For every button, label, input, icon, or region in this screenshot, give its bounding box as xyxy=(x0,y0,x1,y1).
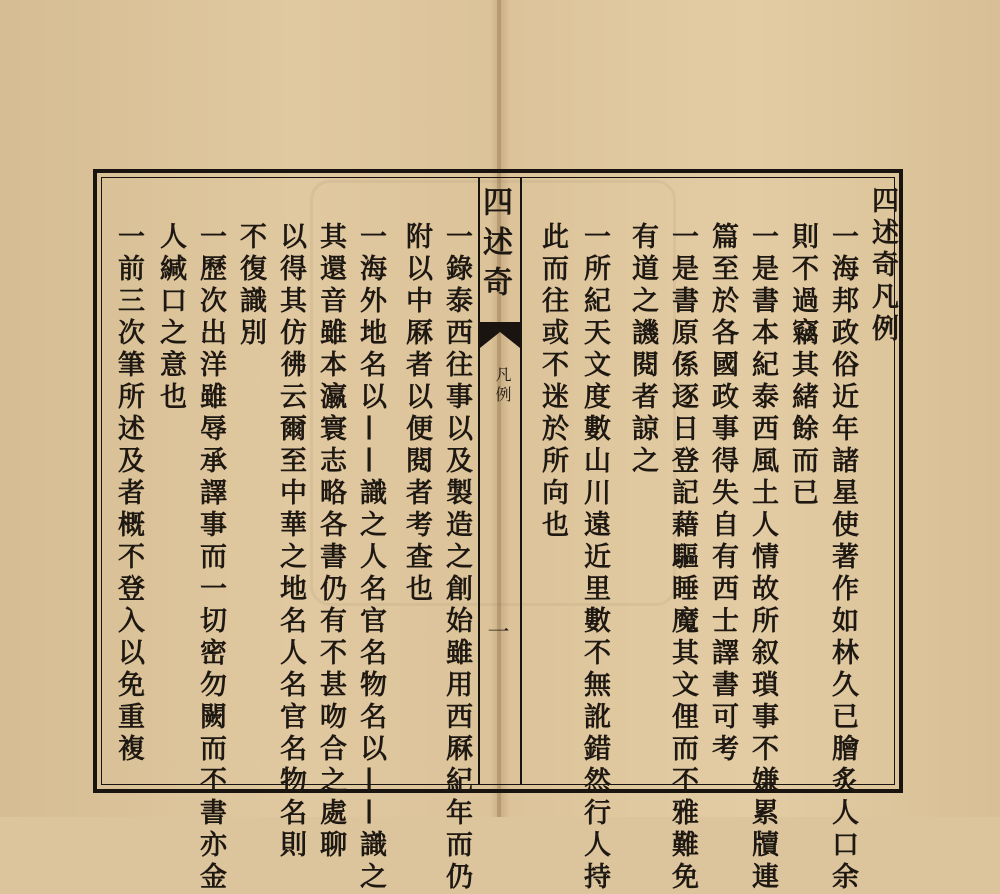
text-column: 以得其仿彿云爾至中華之地名人名官名物名則 xyxy=(275,222,306,862)
book-title: 四述奇 xyxy=(477,186,512,306)
heading-column: 四述奇凡例 xyxy=(867,186,898,346)
text-column: 一海邦政俗近年諸星使著作如林久已膾炙人口余 xyxy=(827,222,858,894)
section-label: 凡例 xyxy=(493,366,512,406)
fishtail-mark xyxy=(480,322,520,348)
text-column: 一所紀天文度數山川遠近里數不無訛錯然行人持 xyxy=(579,222,610,894)
text-column: 一是書本紀泰西風土人情故所叙瑣事不嫌累牘連 xyxy=(747,222,778,894)
text-column: 則不過竊其緒餘而已 xyxy=(787,222,818,510)
text-column: 不復識別 xyxy=(235,222,266,350)
center-column-right-rule xyxy=(520,177,522,785)
text-column: 有道之譏閱者諒之 xyxy=(627,222,658,478)
text-column: 其還音雖本瀛寰志略各書仍有不甚吻合之處聊 xyxy=(315,222,346,862)
text-column: 一錄泰西往事以及製造之創始雖用西厤紀年而仍 xyxy=(441,222,472,894)
text-column: 一海外地名以——識之人名官名物名以——識之 xyxy=(355,222,386,894)
folio-number: 一 xyxy=(484,620,509,642)
text-column: 人緘口之意也 xyxy=(155,222,186,414)
text-column: 篇至於各國政事得失自有西士譯書可考 xyxy=(707,222,738,766)
text-column: 此而往或不迷於所向也 xyxy=(537,222,568,542)
text-column: 附以中厤者以便閱者考查也 xyxy=(401,222,432,606)
text-column: 一是書原係逐日登記藉驅睡魔其文俚而不雅難免 xyxy=(667,222,698,894)
text-column: 一前三次筆所述及者概不登入以免重複 xyxy=(113,222,144,766)
text-column: 一歷次出洋雖辱承譯事而一切密勿闕而不書亦金 xyxy=(195,222,226,894)
